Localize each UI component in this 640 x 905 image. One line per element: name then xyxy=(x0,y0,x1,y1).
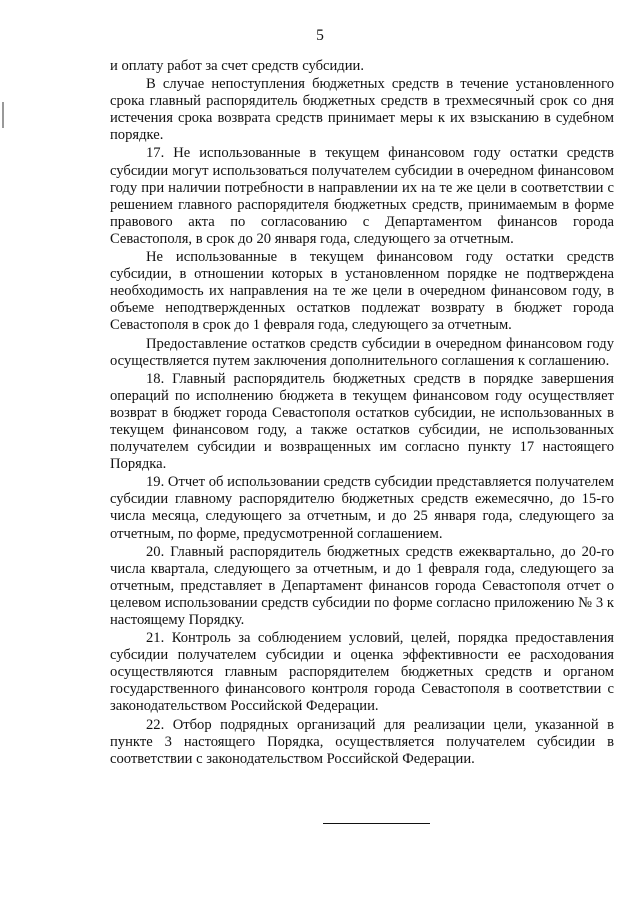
paragraph-item-22: 22. Отбор подрядных организаций для реализации цели, указанной в пункте 3 настоящего Порядка, осуществляется получателем субсидии в соответствии с законодательством Российской Федерации. xyxy=(110,716,614,767)
paragraph-unconfirmed-balances: Не использованные в текущем финансовом году остатки средств субсидии, в отношении которых в установленном порядке не подтверждена необходимость их направления на те же цели в очередном финансовом году, в объеме неподтвержденных остатков подлежат возврату в бюджет города Севастополя в срок до 1 февраля года, следующего за отчетным. xyxy=(110,249,614,334)
page-number: 5 xyxy=(316,27,324,44)
end-divider-line xyxy=(323,823,430,824)
paragraph-item-21: 21. Контроль за соблюдением условий, целей, порядка предоставления субсидии получателем субсидии и оценка эффективности ее расходования осуществляются главным распорядителем бюджетных средств и органом государственного финансового контроля города Севастополя в соответствии с законодательством Российской Федерации. xyxy=(110,630,614,715)
paragraph-continuation: и оплату работ за счет средств субсидии. xyxy=(110,58,365,74)
paragraph-item-18: 18. Главный распорядитель бюджетных средств в порядке завершения операций по исполнению бюджета в текущем финансовом году осуществляет возврат в бюджет города Севастополя остатков субсидии, не использованных в текущем финансовом году, а также остатков субсидии, не использованных получателем субсидии и возвращенных им согласно пункту 17 настоящего Порядка. xyxy=(110,370,614,473)
paragraph-court-recovery: В случае непоступления бюджетных средств в течение установленного срока главный распорядитель бюджетных средств в трехмесячный срок со дня истечения срока возврата средств принимает меры к их взысканию в судебном порядке. xyxy=(110,76,614,144)
paragraph-item-20: 20. Главный распорядитель бюджетных средств ежеквартально, до 20-го числа квартала, следующего за отчетным, и до 1 февраля года, следующего за отчетным, представляет в Департамент финансов города Севастополя отчет о целевом использовании средств субсидии по форме согласно приложению № 3 к настоящему Порядку. xyxy=(110,543,614,628)
document-body xyxy=(110,58,614,769)
scan-margin-mark xyxy=(2,102,4,128)
paragraph-item-17: 17. Не использованные в текущем финансовом году остатки средств субсидии могут использоваться получателем субсидии в очередном финансовом году при наличии потребности в направлении их на те же цели в соответствии с решением главного распорядителя бюджетных средств, принимаемым в форме правового акта по согласованию с Департаментом финансов города Севастополя, в срок до 20 января года, следующего за отчетным. xyxy=(110,145,614,247)
paragraph-additional-agreement: Предоставление остатков средств субсидии в очередном финансовом году осуществляется путем заключения дополнительного соглашения к соглашению. xyxy=(110,335,614,369)
paragraph-item-19: 19. Отчет об использовании средств субсидии представляется получателем субсидии главному распорядителю бюджетных средств ежемесячно, до 15-го числа месяца, следующего за отчетным, и до 25 января года, следующего за отчетным, по форме, предусмотренной соглашением. xyxy=(110,474,614,542)
